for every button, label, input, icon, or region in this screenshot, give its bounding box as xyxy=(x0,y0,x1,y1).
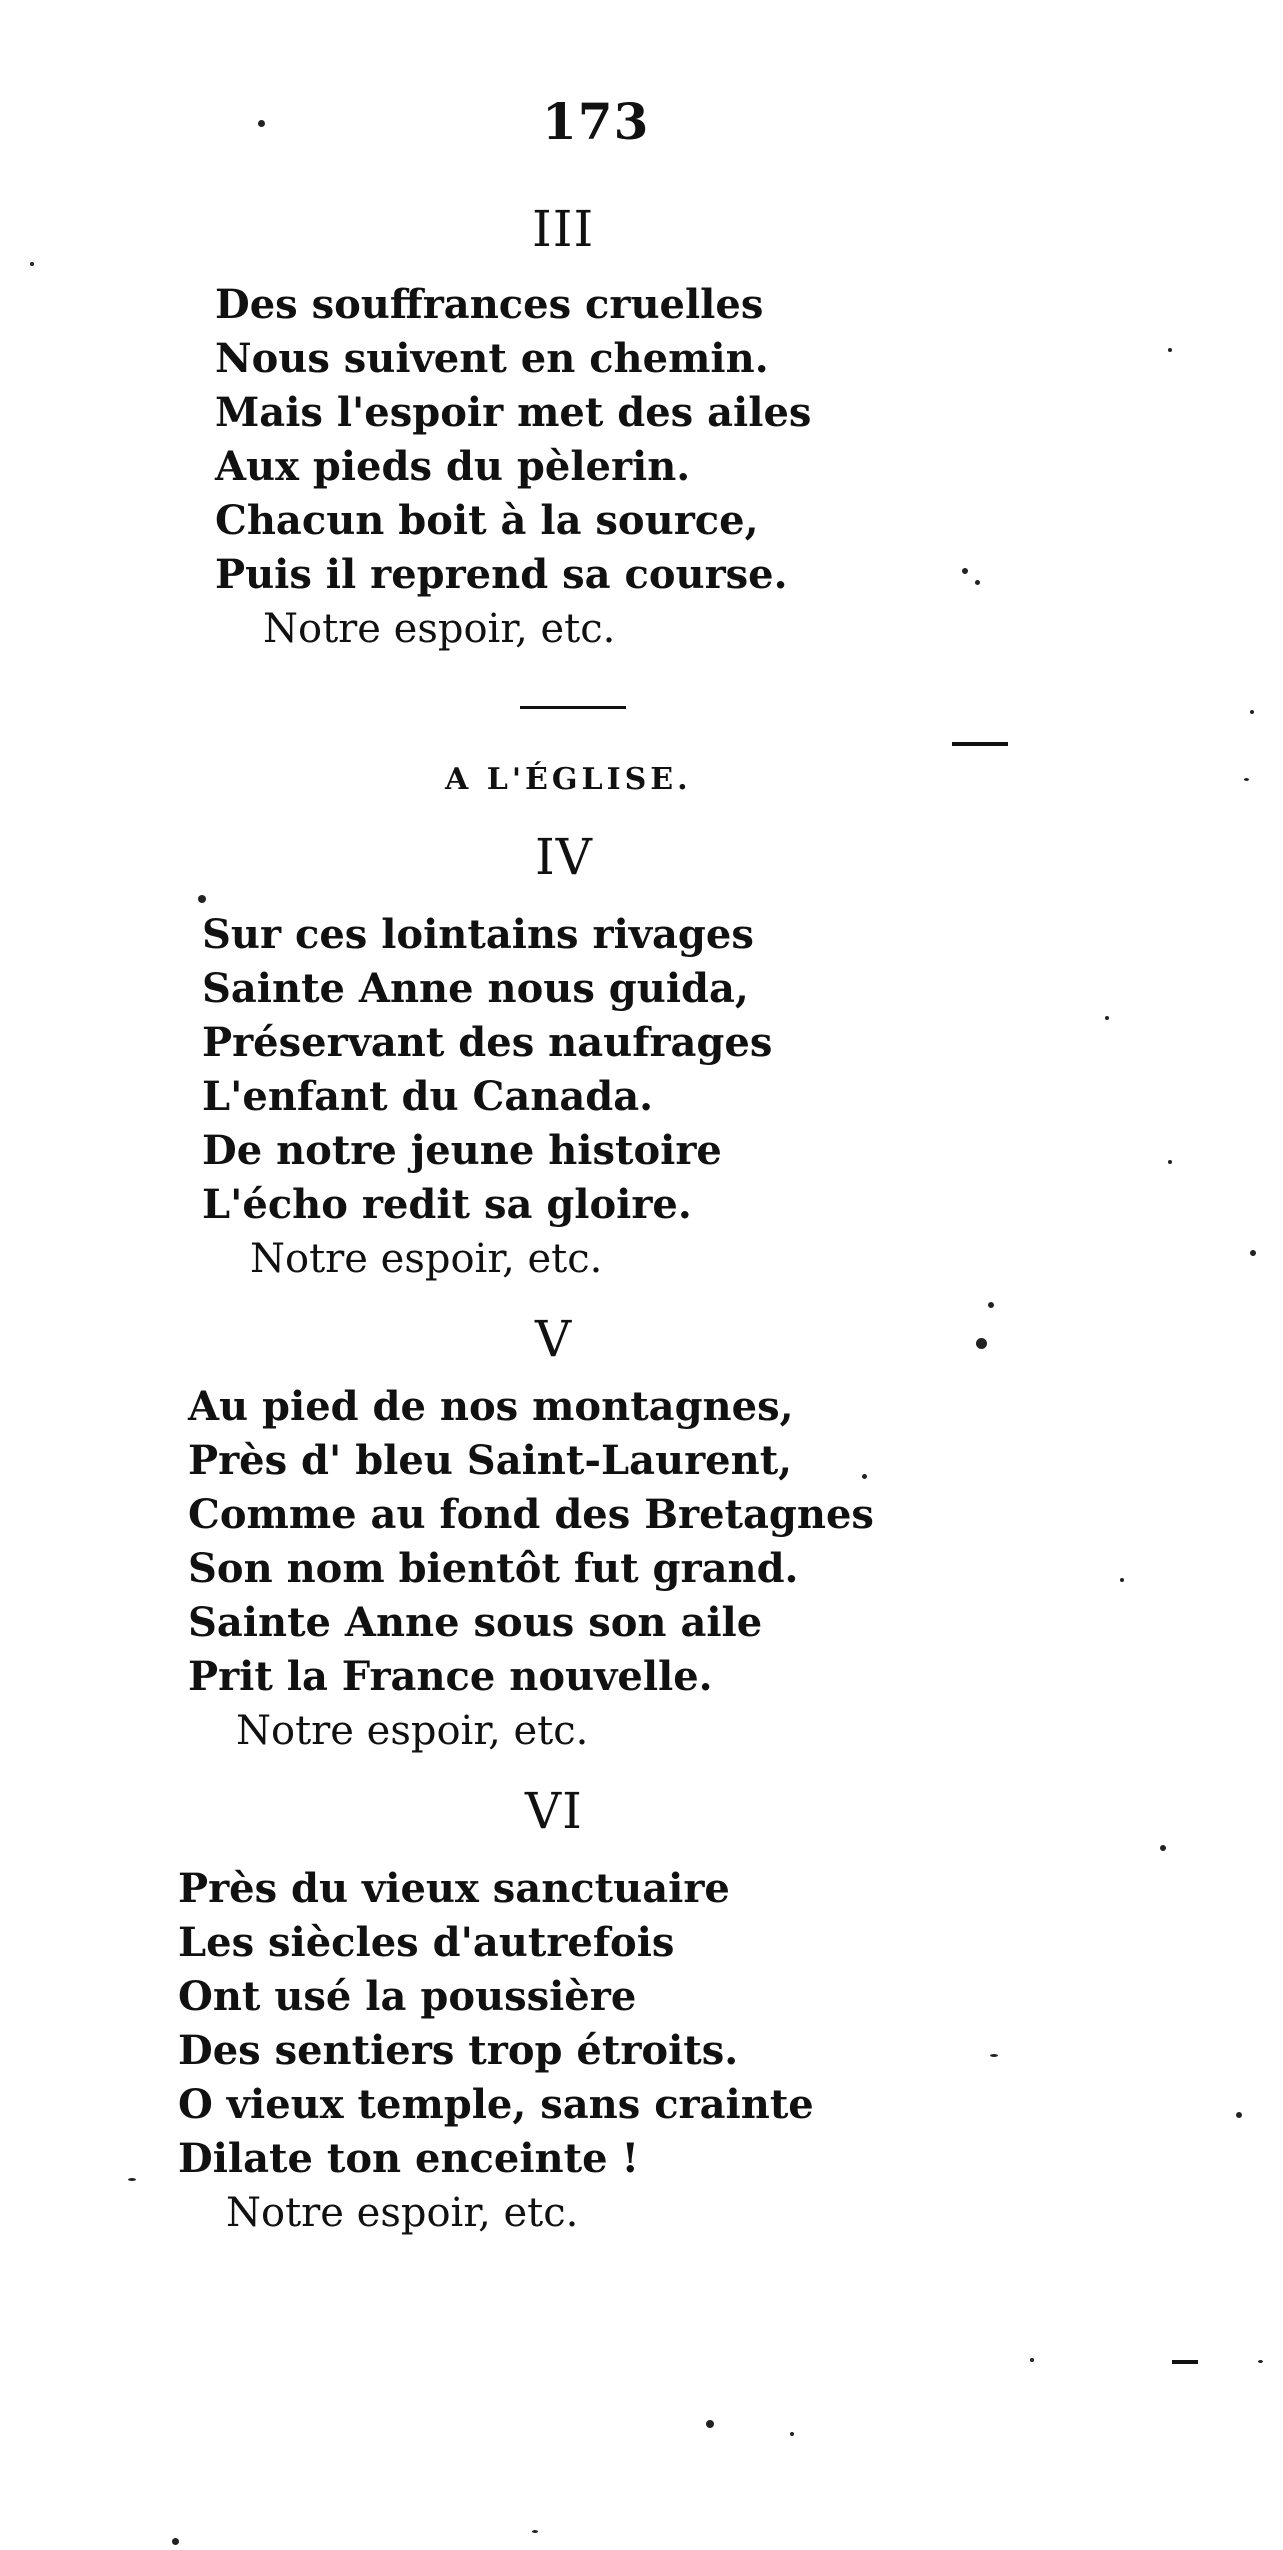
scan-speck xyxy=(1250,710,1254,714)
scan-mark xyxy=(952,742,1008,746)
scan-speck xyxy=(258,120,265,127)
refrain-line: Notre espoir, etc. xyxy=(226,2190,579,2236)
scan-speck xyxy=(1258,2360,1263,2363)
scan-speck xyxy=(1105,1016,1109,1020)
scan-speck xyxy=(532,2530,538,2533)
verse-line: O vieux temple, sans crainte xyxy=(178,2081,814,2128)
verse-line: Aux pieds du pèlerin. xyxy=(215,443,691,490)
stanza-numeral: III xyxy=(532,200,595,258)
scan-speck xyxy=(706,2420,714,2428)
verse-line: Chacun boit à la source, xyxy=(215,497,759,544)
verse-line: Sainte Anne nous guida, xyxy=(202,965,749,1012)
verse-line: Près d' bleu Saint-Laurent, xyxy=(188,1437,793,1484)
section-divider xyxy=(520,706,626,709)
verse-line: Son nom bientôt fut grand. xyxy=(188,1545,799,1592)
verse-line: L'enfant du Canada. xyxy=(202,1073,654,1120)
refrain-line: Notre espoir, etc. xyxy=(263,606,616,652)
scan-speck xyxy=(862,1474,867,1479)
stanza-V xyxy=(188,1380,874,1758)
scan-speck xyxy=(1160,1845,1166,1851)
verse-line: Les siècles d'autrefois xyxy=(178,1919,675,1966)
verse-line: L'écho redit sa gloire. xyxy=(202,1181,692,1228)
section-heading: A L'ÉGLISE. xyxy=(445,762,692,797)
page-number: 173 xyxy=(542,92,650,151)
verse-line: Des souffrances cruelles xyxy=(215,281,764,328)
scan-speck xyxy=(1168,1160,1172,1164)
scan-speck xyxy=(198,895,206,903)
stanza-IV xyxy=(202,908,772,1286)
verse-line: Ont usé la poussière xyxy=(178,1973,637,2020)
verse-line: Dilate ton enceinte ! xyxy=(178,2135,640,2182)
scan-speck xyxy=(172,2538,179,2545)
scan-speck xyxy=(30,262,34,266)
scan-speck xyxy=(962,568,968,574)
verse-line: Comme au fond des Bretagnes xyxy=(188,1491,874,1538)
verse-line: Au pied de nos montagnes, xyxy=(188,1383,794,1430)
scan-speck xyxy=(1030,2358,1034,2362)
scan-speck xyxy=(1168,348,1172,352)
scan-speck xyxy=(1120,1578,1124,1582)
verse-line: Mais l'espoir met des ailes xyxy=(215,389,812,436)
scan-speck xyxy=(1244,778,1249,781)
refrain-line: Notre espoir, etc. xyxy=(250,1236,603,1282)
stanza-III xyxy=(215,278,811,656)
verse-line: Prit la France nouvelle. xyxy=(188,1653,713,1700)
scan-speck xyxy=(128,2178,136,2181)
verse-line: Préservant des naufrages xyxy=(202,1019,773,1066)
verse-line: Près du vieux sanctuaire xyxy=(178,1865,730,1912)
stanza-numeral: IV xyxy=(535,828,593,886)
scan-speck xyxy=(790,2432,794,2436)
verse-line: De notre jeune histoire xyxy=(202,1127,722,1174)
stanza-numeral: V xyxy=(535,1310,573,1368)
verse-line: Sur ces lointains rivages xyxy=(202,911,754,958)
verse-line: Puis il reprend sa course. xyxy=(215,551,788,598)
scan-speck xyxy=(1250,1250,1256,1256)
scan-speck xyxy=(976,1338,987,1349)
scan-speck xyxy=(975,580,980,585)
scan-mark xyxy=(1172,2360,1198,2364)
refrain-line: Notre espoir, etc. xyxy=(236,1708,589,1754)
stanza-numeral: VI xyxy=(525,1782,583,1840)
scan-speck xyxy=(988,1302,994,1308)
verse-line: Nous suivent en chemin. xyxy=(215,335,769,382)
scan-speck xyxy=(1236,2112,1242,2118)
scan-speck xyxy=(990,2054,998,2057)
verse-line: Sainte Anne sous son aile xyxy=(188,1599,763,1646)
verse-line: Des sentiers trop étroits. xyxy=(178,2027,739,2074)
stanza-VI xyxy=(178,1862,814,2240)
